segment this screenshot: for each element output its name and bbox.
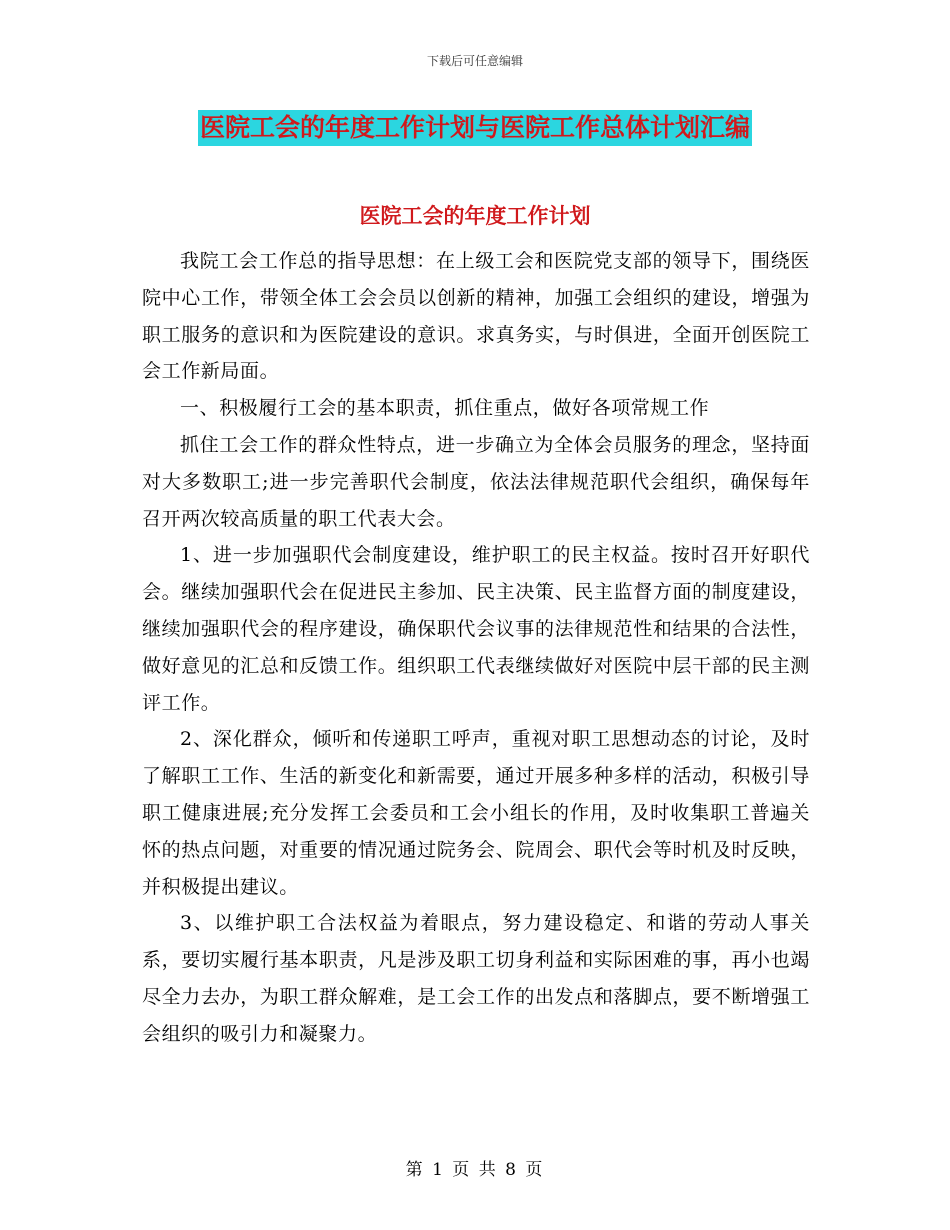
paragraph-item-1: 1、进一步加强职代会制度建设，维护职工的民主权益。按时召开好职代会。继续加强职代会在促进民主参加、民主决策、民主监督方面的制度建设，继续加强职代会的程序建设，确保职代会议事的法律规范性和结果的合法性，做好意见的汇总和反馈工作。组织职工代表继续做好对医院中层干部的民主测评工作。	[142, 544, 810, 714]
page-indicator: 第 1 页 共 8 页	[405, 1160, 545, 1180]
section-title: 医院工会的年度工作计划	[359, 204, 591, 228]
paragraph-item-2: 2、深化群众，倾听和传递职工呼声，重视对职工思想动态的讨论，及时了解职工工作、生活的新变化和新需要，通过开展多种多样的活动，积极引导职工健康进展;充分发挥工会委员和工会小组长的作用，及时收集职工普遍关怀的热点问题，对重要的情况通过院务会、院周会、职代会等时机及时反映，并积极提出建议。	[142, 728, 810, 898]
paragraph-guiding-thought: 我院工会工作总的指导思想：在上级工会和医院党支部的领导下，围绕医院中心工作，带领全体工会会员以创新的精神，加强工会组织的建设，增强为职工服务的意识和为医院建设的意识。求真务实，与时俱进，全面开创医院工会工作新局面。	[142, 250, 810, 383]
document-body	[142, 243, 810, 1053]
download-note: 下载后可任意编辑	[426, 54, 523, 68]
paragraph-mass-character: 抓住工会工作的群众性特点，进一步确立为全体会员服务的理念，坚持面对大多数职工;进一步完善职代会制度，依法法律规范职代会组织，确保每年召开两次较高质量的职工代表大会。	[142, 433, 810, 530]
document-title-container	[0, 110, 950, 146]
paragraph-item-3: 3、以维护职工合法权益为着眼点，努力建设稳定、和谐的劳动人事关系，要切实履行基本职责，凡是涉及职工切身利益和实际困难的事，再小也竭尽全力去办，为职工群众解难，是工会工作的出发点和落脚点，要不断增强工会组织的吸引力和凝聚力。	[142, 912, 810, 1045]
document-title: 医院工会的年度工作计划与医院工作总体计划汇编	[198, 110, 752, 146]
heading-part-one: 一、积极履行工会的基本职责，抓住重点，做好各项常规工作	[180, 397, 710, 420]
